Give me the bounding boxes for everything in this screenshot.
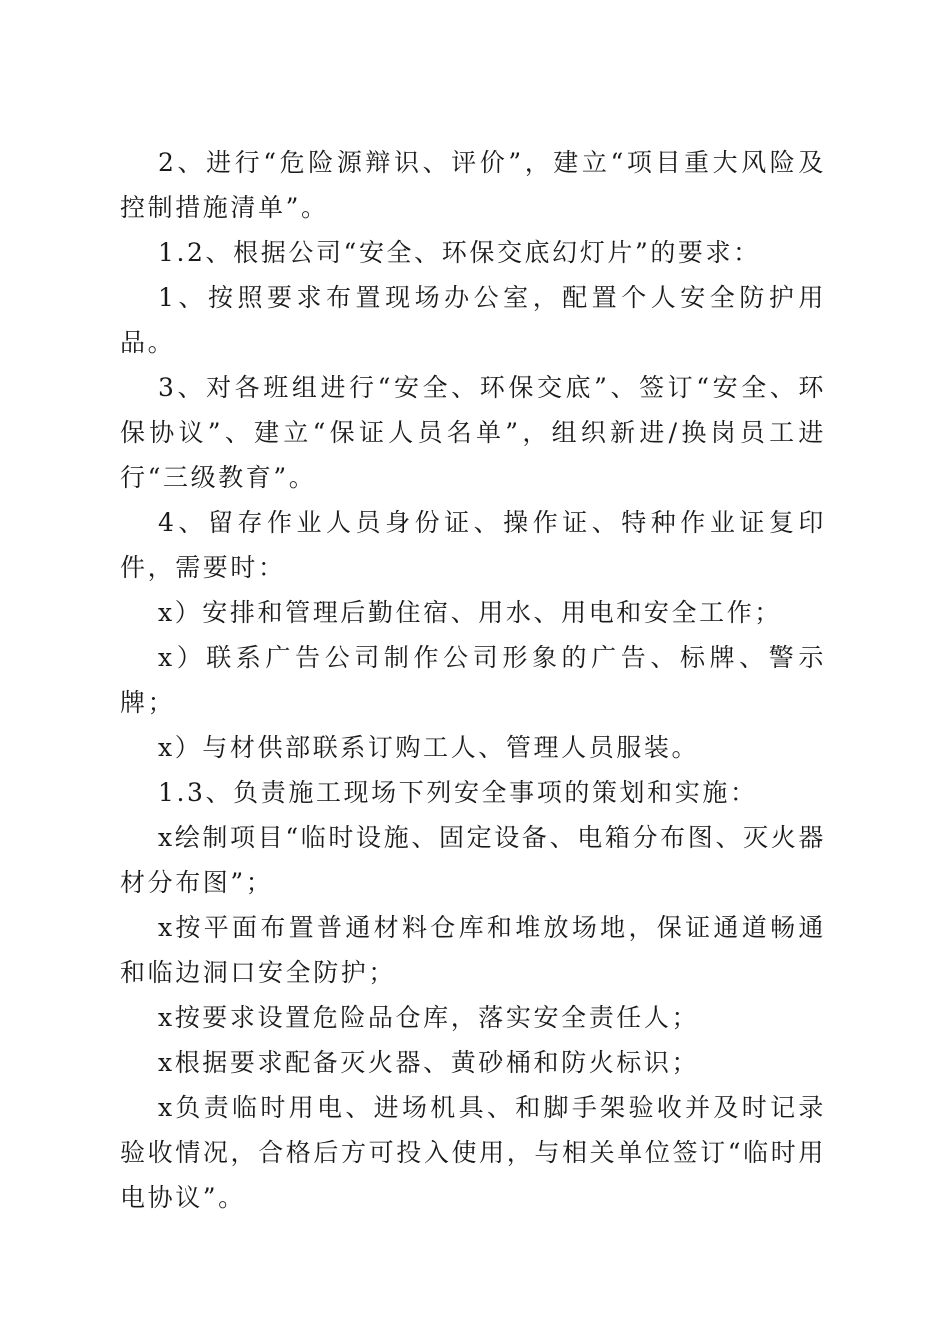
paragraph-section-1-2: 1.2、根据公司“安全、环保交底幻灯片”的要求： (158, 238, 761, 267)
paragraph-hazard-identification: 2、进行“危险源辩识、评价”，建立“项目重大风险及控制措施清单”。 (120, 148, 826, 222)
list-item-warehouse-layout: x按平面布置普通材料仓库和堆放场地，保证通道畅通和临边洞口安全防护； (120, 913, 826, 987)
paragraph-site-office: 1、按照要求布置现场办公室，配置个人安全防护用品。 (120, 283, 826, 357)
list-item-logistics: x）安排和管理后勤住宿、用水、用电和安全工作； (158, 598, 782, 627)
list-item-electrical-acceptance: x负责临时用电、进场机具、和脚手架验收并及时记录验收情况，合格后方可投入使用，与相关单位签订“临时用电协议”。 (120, 1093, 826, 1212)
list-item-uniforms: x）与材供部联系订购工人、管理人员服装。 (158, 733, 700, 762)
paragraph-section-1-3: 1.3、负责施工现场下列安全事项的策划和实施： (158, 778, 758, 807)
list-item-hazardous-storage: x按要求设置危险品仓库，落实安全责任人； (158, 1003, 700, 1032)
list-item-layout-drawing: x绘制项目“临时设施、固定设备、电箱分布图、灭火器材分布图”； (120, 823, 826, 897)
paragraph-id-copies: 4、留存作业人员身份证、操作证、特种作业证复印件，需要时： (120, 508, 826, 582)
document-body (120, 140, 826, 1220)
list-item-fire-equipment: x根据要求配备灭火器、黄砂桶和防火标识； (158, 1048, 700, 1077)
list-item-signage: x）联系广告公司制作公司形象的广告、标牌、警示牌； (120, 643, 826, 717)
paragraph-safety-briefing: 3、对各班组进行“安全、环保交底”、签订“安全、环保协议”、建立“保证人员名单”，组织新进/换岗员工进行“三级教育”。 (120, 373, 826, 492)
